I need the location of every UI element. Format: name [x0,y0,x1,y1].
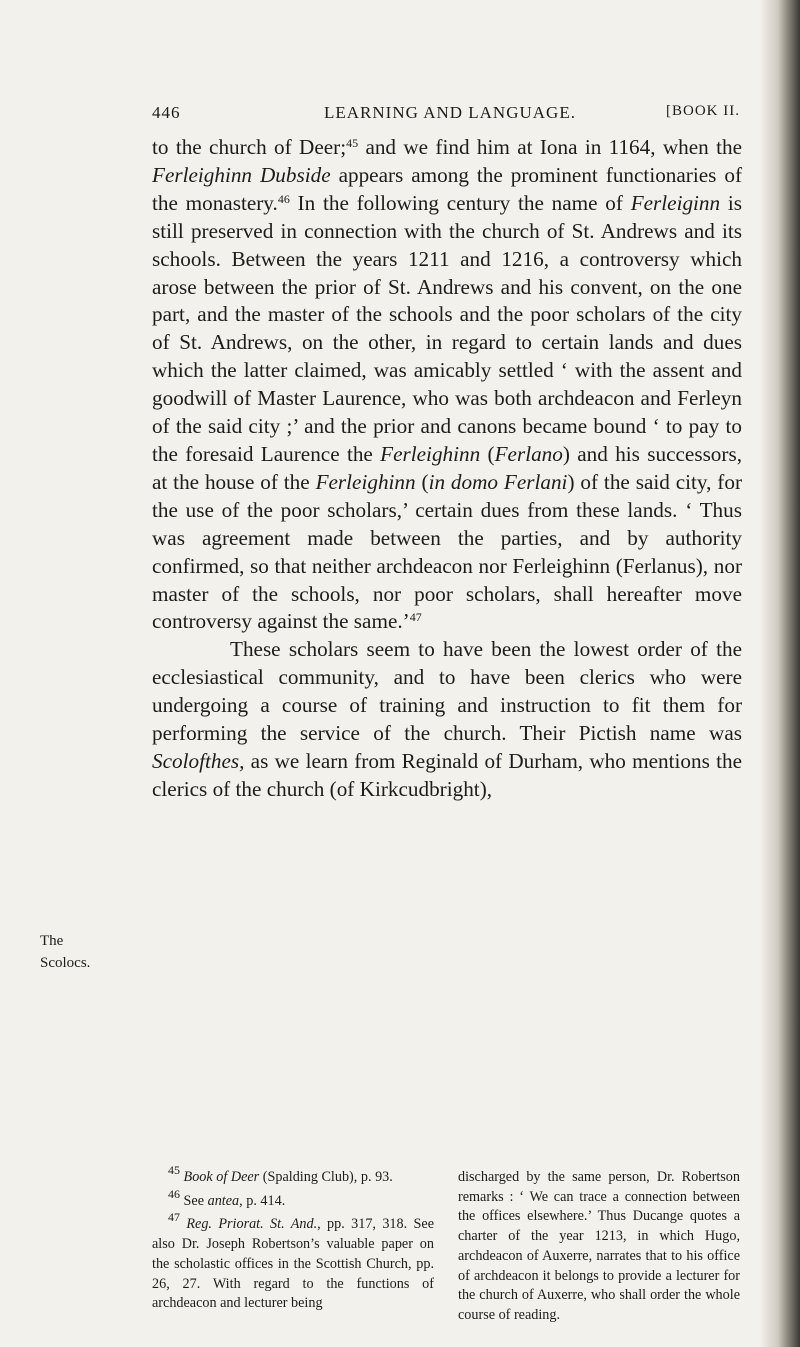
paragraph-2 [152,636,742,803]
italic-term: in domo Ferlani [428,469,568,494]
footnote-ref-46: 46 [277,191,290,206]
italic-term: Ferlano [494,441,563,466]
running-header [152,103,740,125]
footnote-title: Book of Deer [183,1169,260,1185]
text-span: ) of the said city, for the use of the poor scholars,’ certain dues from these lands. ‘ Thus was agreement made between the parties, and by authority confirmed, so that neither archdeacon nor Ferleighinn (Ferlanus), nor master of the schools, nor poor scholars, shall hereafter move controversy against the same.’ [152,469,742,634]
paragraph-1 [152,134,742,636]
text-span: and we find him at Iona in 1164, when the [358,135,742,159]
footnote-number: 46 [168,1186,180,1201]
margin-note-line1: The [40,933,64,949]
margin-note [40,930,130,974]
main-text [152,134,742,804]
italic-term: Ferleiginn [630,190,721,215]
text-span: is still preserved in connection with the church of St. Andrews and its schools. Between the years 1211 and 1216, a controversy which arose between the prior of St. Andrews and his convent, on the one part, and the master of the schools and the poor scholars of the city of St. Andrews, on the other, in regard to certain lands and dues which the latter claimed, was amicably settled ‘ with the assent and goodwill of Master Laurence, who was both archdeacon and Ferleyn of the said city ;’ and the prior and canons became bound ‘ to pay to the foresaid Laurence the [152,190,743,466]
footnote-ref-47: 47 [409,610,422,625]
page-edge-shadow [760,0,800,1347]
text-span: to the church of Deer; [152,135,347,159]
footnote-title: Reg. Priorat. St. And. [186,1216,318,1233]
text-span: ( [415,469,429,494]
italic-term: Scolofthes, [152,748,245,773]
footnote-47-continued: discharged by the same person, Dr. Robertson remarks : ‘ We can trace a connection between the offices elsewhere.’ Thus Ducange quotes a charter of the year 1213, in which Hugo, archdeacon of Auxerre, narrates that to his office of archdeacon it belongs to provide a lecturer for the church of Auxerre, who shall order the whole course of reading. [458,1169,740,1323]
italic-term: Ferleighinn [380,441,481,466]
text-span: as we learn from Reginald of Durham, who mentions the clerics of the church (of Kirkcudbright), [152,748,742,801]
italic-term: Ferleighinn Dubside [152,162,331,187]
text-span: These scholars seem to have been the lowest order of the ecclesiastical community, and to have been clerics who were undergoing a course of training and instruction to fit them for performing the service of the church. Their Pictish name was [152,637,742,746]
footnote-text: See [183,1192,208,1209]
footnote-number: 45 [168,1163,180,1177]
book-label: [BOOK II. [666,103,740,119]
text-span: ) and his successors, at the house of the [152,441,743,494]
footnote-text: , p. 414. [239,1192,286,1209]
footnotes-left-column [152,1163,434,1314]
italic-term: Ferleighinn [315,469,416,494]
footnote-45 [152,1163,434,1188]
footnote-text: , pp. 317, 318. See also Dr. Joseph Robertson’s valuable paper on the scholastic offices in the Scottish Church, pp. 26, 27. With regard to the functions of archdeacon and lecturer being [152,1216,434,1312]
footnote-ref-45: 45 [346,136,359,150]
footnote-47 [152,1210,434,1314]
footnotes-right-column [458,1168,740,1326]
footnote-text: (Spalding Club), p. 93. [259,1169,393,1185]
page-number: 446 [152,103,181,122]
running-title: LEARNING AND LANGUAGE. [324,103,576,122]
text-span: appears among the prominent functionaries of the monastery. [152,162,743,215]
footnote-italic: antea [207,1192,240,1209]
text-span: In the following century the name of [289,190,631,215]
footnote-number: 47 [168,1210,180,1225]
text-span: ( [480,441,495,466]
margin-note-line2: Scolocs. [40,955,91,971]
footnote-46 [152,1186,434,1212]
